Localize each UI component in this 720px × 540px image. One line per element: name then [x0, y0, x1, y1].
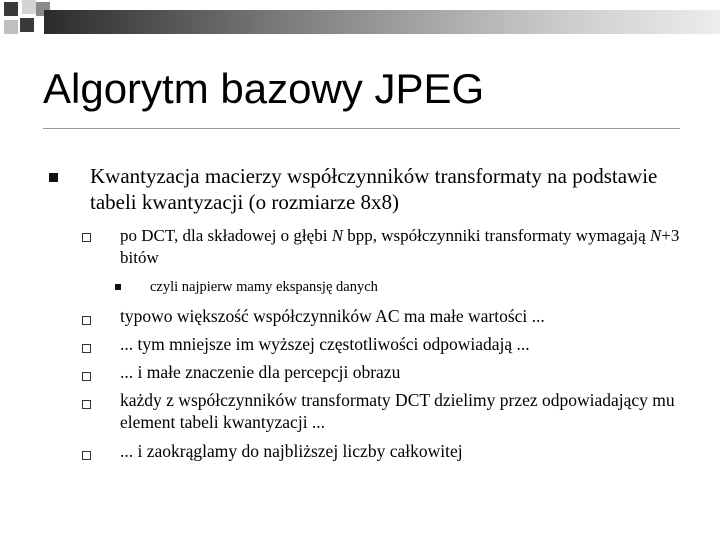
bullet-sub-6: ... i zaokrąglamy do najbliższej liczby całkowitej: [120, 441, 463, 461]
slide-title: Algorytm bazowy JPEG: [43, 65, 485, 112]
bullet-sub-4: ... i małe znaczenie dla percepcji obrazu: [120, 362, 401, 382]
bullet-hollow-square-icon: [82, 372, 91, 381]
bullet-main: Kwantyzacja macierzy współczynników transformaty na podstawie tabeli kwantyzacji (o rozmiarze 8x8): [90, 164, 658, 214]
header-gradient-bar: [44, 10, 720, 34]
bullet-small-square-icon: [115, 284, 121, 290]
title-divider: [43, 128, 680, 129]
bullet-hollow-square-icon: [82, 316, 91, 325]
bullet-hollow-square-icon: [82, 400, 91, 409]
bullet-sub-1-note: czyli najpierw mamy ekspansję danych: [150, 279, 378, 295]
bullet-hollow-square-icon: [82, 451, 91, 460]
bullet-hollow-square-icon: [82, 233, 91, 242]
bullet-sub-2: typowo większość współczynników AC ma małe wartości ...: [120, 306, 545, 326]
bullet-hollow-square-icon: [82, 344, 91, 353]
bullet-sub-3: ... tym mniejsze im wyższej częstotliwości odpowiadają ...: [120, 334, 530, 354]
bullet-square-icon: [49, 173, 58, 182]
bullet-sub-1: po DCT, dla składowej o głębi N bpp, współczynniki transformaty wymagają N+3 bitów: [120, 226, 680, 267]
bullet-sub-5: każdy z współczynników transformaty DCT dzielimy przez odpowiadający mu element tabeli kwantyzacji ...: [120, 390, 675, 432]
